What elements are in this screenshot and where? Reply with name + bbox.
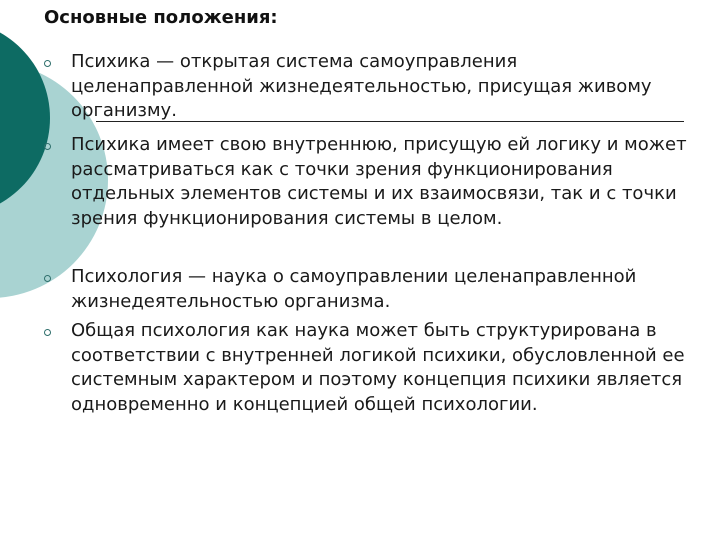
bullet-text: Психика имеет свою внутреннюю, присущую ей логику и может рассматриваться как с точки зрения функционирования отдельных элементов системы и их взаимосвязи, так и с точки зрения функционирования системы в целом. [71,134,687,229]
slide-heading: Основные положения: [44,7,278,28]
bullet-text: Психика — открытая система самоуправления целенаправленной жизнедеятельностью, присущая живому организму. [71,51,652,122]
bullet-circle-icon [44,275,51,282]
bullet-circle-icon [44,329,51,336]
bullet-text: Общая психология как наука может быть структурирована в соответствии с внутренней логикой психики, обусловленной ее системным характером и поэтому концепция психики является одновременно и концепцией общей психологии. [71,320,685,415]
bullet-circle-icon [44,60,51,67]
bullet-circle-icon [44,143,51,150]
bullet-text: Психология — наука о самоуправлении целенаправленной жизнедеятельностью организма. [71,266,637,312]
